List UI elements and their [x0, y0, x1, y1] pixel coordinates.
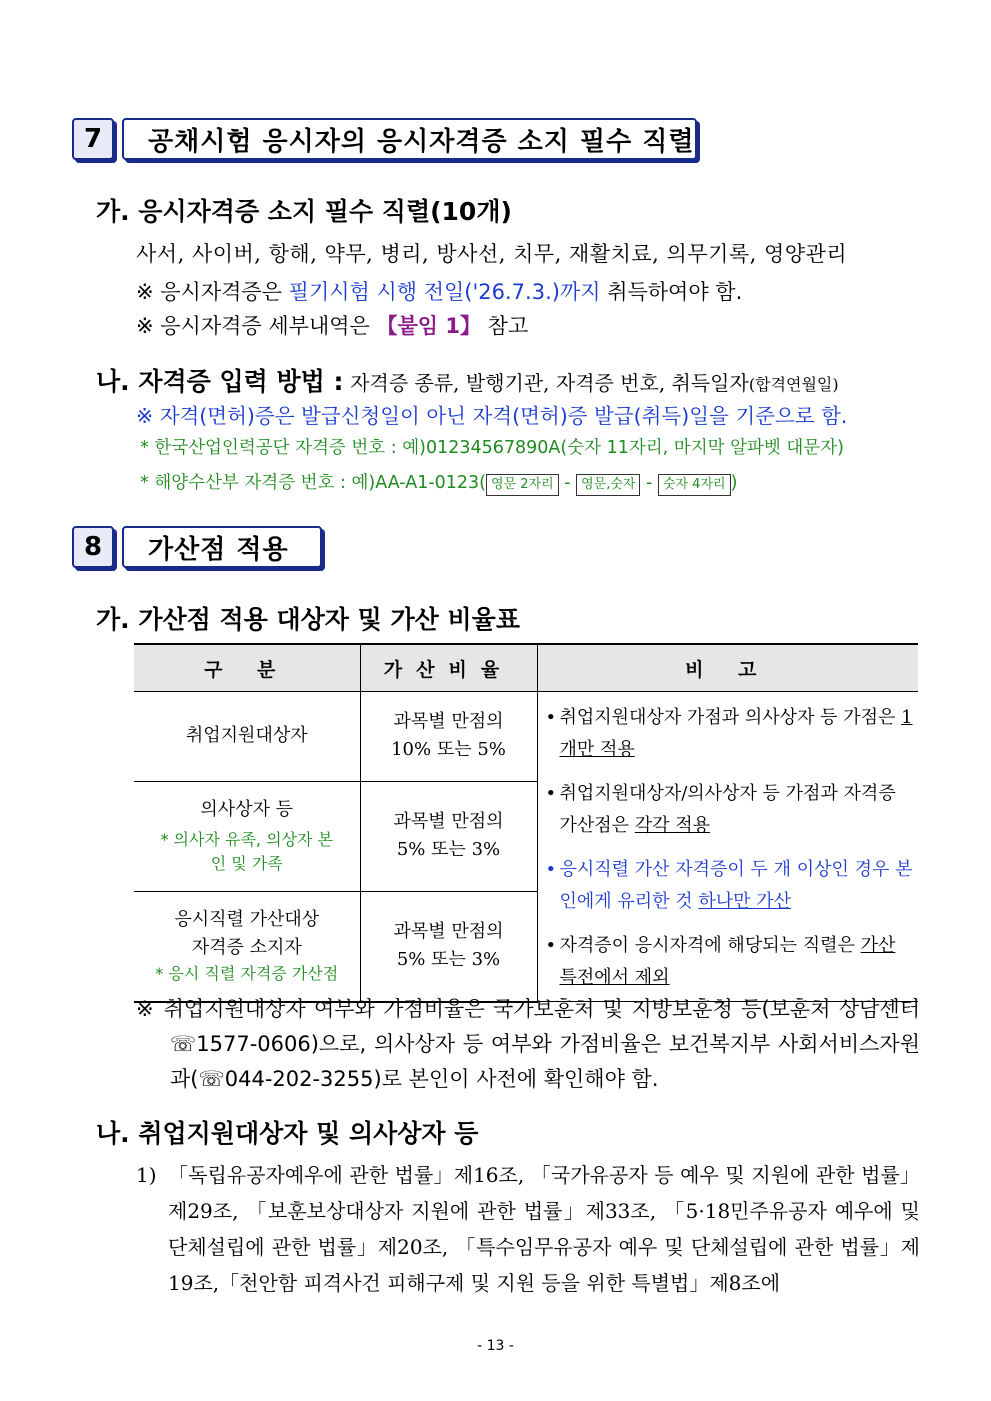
rate-line-1: 과목별 만점의 — [393, 921, 504, 943]
remark-underlined: 가산 특전에서 제외 — [559, 935, 896, 988]
section-8-number: 8 — [72, 526, 114, 568]
format-box-2: 영문,숫자 — [576, 474, 640, 496]
section-7-ga-heading: 가. 응시자격증 소지 필수 직렬(10개) — [96, 197, 512, 226]
category-name: 취업지원대상자 — [185, 725, 308, 747]
format-box-1: 영문 2자리 — [486, 474, 559, 496]
category-cell — [134, 781, 360, 891]
section-7-title: 공채시험 응시자의 응시자격증 소지 필수 직렬 — [122, 118, 697, 160]
remark-item — [546, 778, 918, 842]
remarks-cell — [537, 692, 918, 1002]
mof-suffix: ) — [730, 473, 738, 493]
deadline-highlight: 필기시험 시행 전일('26.7.3.)까지 — [288, 280, 601, 304]
remark-text: 응시직렬 가산 자격증이 두 개 이상인 경우 본인에게 유리한 것 — [559, 859, 913, 912]
law-item-text: 「독립유공자예우에 관한 법률」제16조, 「국가유공자 등 예우 및 지원에 관한 법률」제29조, 「보훈보상대상자 지원에 관한 법률」제33조, 「5·18민주유공자 예우에 및 단체설립에 관한 법률」제20조, 「특수임무유공자 예우 및 단체설립에 관한 법률」제19조,「천안함 피격사건 피해구제 및 지원 등을 위한 특별법」제8조에 — [168, 1163, 920, 1295]
category-name: 응시직렬 가산대상 자격증 소지자 — [174, 909, 320, 959]
remark-text: 취업지원대상자 가점과 의사상자 등 가점은 — [559, 707, 902, 728]
category-cell — [134, 891, 360, 1001]
section-8-title: 가산점 적용 — [122, 526, 322, 568]
remark-item — [546, 702, 918, 766]
separator: - — [558, 473, 577, 493]
mof-license-number-note — [140, 469, 737, 496]
remark-text: 자격증이 응시자격에 해당되는 직렬은 — [559, 935, 861, 956]
remark-item — [546, 854, 918, 918]
bonus-confirmation-note: ※ 취업지원대상자 여부와 가점비율은 국가보훈처 및 지방보훈청 등(보훈처 상담센터 ☏1577-0606)으로, 의사상자 등 여부와 가점비율은 보건복지부 사회서비스자원과(☏044-202-3255)로 본인이 사전에 확인해야 함. — [136, 997, 920, 1091]
header-rate: 가산비율 — [360, 644, 537, 692]
license-detail-note — [136, 310, 528, 340]
section-8-na-heading: 나. 취업지원대상자 및 의사상자 등 — [96, 1119, 479, 1148]
remark-item — [546, 930, 918, 994]
category-note: * 의사자 유족, 의상자 본인 및 가족 — [160, 830, 334, 874]
header-category: 구 분 — [134, 644, 360, 692]
input-method-heading: 나. 자격증 입력 방법 : — [96, 367, 344, 396]
input-method-desc-small: (합격연월일) — [748, 375, 839, 394]
mof-prefix: * 해양수산부 자격증 번호 : 예)AA-A1-0123( — [140, 473, 487, 493]
bonus-rate-table — [134, 643, 918, 1003]
remark-text: 취업지원대상자/의사상자 등 가점과 자격증 가산점은 — [559, 783, 896, 836]
note-suffix: 참고 — [480, 314, 529, 338]
remark-underlined: 하나만 가산 — [698, 891, 792, 912]
remark-underlined: 각각 적용 — [634, 815, 711, 836]
format-box-3: 숫자 4자리 — [658, 474, 731, 496]
rate-line-1: 과목별 만점의 — [393, 811, 504, 833]
attachment-ref: 【붙임 1】 — [376, 314, 481, 338]
separator: - — [640, 473, 658, 493]
note-prefix: ※ 응시자격증 세부내역은 — [136, 314, 377, 338]
hrdk-license-number-note: * 한국산업인력공단 자격증 번호 : 예)01234567890A(숫자 11자리, 마지막 알파벳 대문자) — [140, 438, 844, 458]
input-method-desc: 자격증 종류, 발행기관, 자격증 번호, 취득일자 — [350, 371, 749, 395]
table-header-row — [134, 644, 918, 692]
note-prefix: ※ 응시자격증은 — [136, 280, 289, 304]
rate-cell — [360, 692, 537, 782]
license-issue-date-note: ※ 자격(면허)증은 발급신청일이 아닌 자격(면허)증 발급(취득)일을 기준으로 함. — [136, 404, 848, 428]
law-item-number: 1) — [136, 1163, 157, 1187]
category-name: 의사상자 등 — [200, 799, 294, 821]
section-7-na-heading — [96, 362, 839, 398]
required-series-list: 사서, 사이버, 항해, 약무, 병리, 방사선, 치무, 재활치료, 의무기록, 영양관리 — [136, 242, 848, 266]
rate-cell — [360, 781, 537, 891]
category-cell — [134, 692, 360, 782]
license-deadline-note — [136, 276, 742, 306]
rate-line-2: 5% 또는 3% — [396, 949, 501, 971]
section-8-ga-heading: 가. 가산점 적용 대상자 및 가산 비율표 — [96, 605, 520, 634]
rate-line-1: 과목별 만점의 — [393, 711, 504, 733]
note-suffix: 취득하여야 함. — [600, 280, 743, 304]
page-number: - 13 - — [477, 1338, 514, 1354]
category-note: * 응시 직렬 자격증 가산점 — [155, 964, 339, 984]
remark-underlined: 1개만 적용 — [559, 707, 913, 760]
rate-line-2: 10% 또는 5% — [391, 739, 506, 761]
rate-cell — [360, 891, 537, 1001]
section-7-number: 7 — [72, 118, 114, 160]
header-remarks: 비 고 — [537, 644, 918, 692]
rate-line-2: 5% 또는 3% — [396, 839, 501, 861]
table-row — [134, 692, 918, 782]
